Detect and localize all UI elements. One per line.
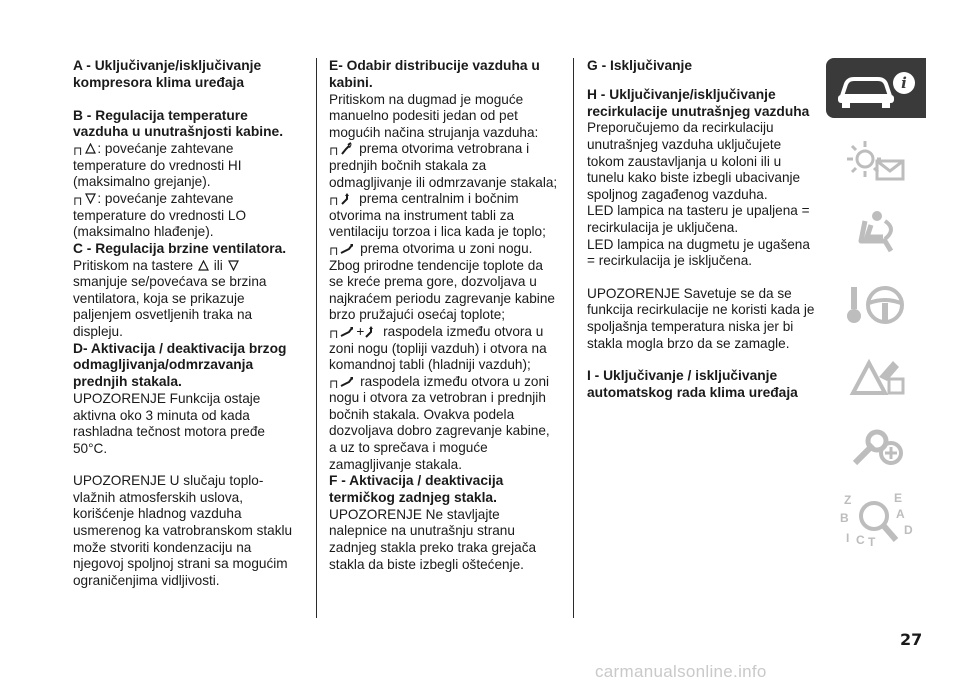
section-e-item-3 <box>329 241 560 324</box>
tab-car-info[interactable] <box>826 58 926 118</box>
section-c-text-or: ili <box>213 257 223 273</box>
section-e-item-5-text: raspodela između otvora u zoni nogu i otvora za vetrobran i prednjih bočnih stakala. Ovakva podela dozvoljava dobro zagrevanje kabine, a uz to sprečava i moguće zamagljivanje stakala. <box>329 373 550 472</box>
fan-small-icon: ⊓ <box>329 376 339 391</box>
section-g-title: G - Isključivanje <box>587 58 693 73</box>
tab-service[interactable] <box>826 418 926 478</box>
index-letter-b: B <box>840 511 849 525</box>
section-f-text: UPOZORENJE Ne stavljajte nalepnice na unutrašnju stranu zadnjeg stakla preko traka grejača stakla da biste izbegli oštećenje. <box>329 506 537 572</box>
column-1 <box>73 58 296 589</box>
triangle-down-icon <box>228 260 239 271</box>
tab-seat-airbag[interactable] <box>826 202 926 262</box>
svg-text:i: i <box>901 74 907 92</box>
index-letter-t: T <box>868 535 876 549</box>
airflow-feet-icon <box>340 326 354 340</box>
tab-index[interactable] <box>826 490 926 550</box>
section-e-item-3-text: prema otvorima u zoni nogu. Zbog prirodne tendencije toplote da se kreće prema gore, dozvoljava u najkraćem periodu zagrevanje kabine brzo pružajući osećaj toplote; <box>329 240 555 323</box>
section-e-item-4 <box>329 324 560 374</box>
section-b-line-1 <box>73 141 296 191</box>
section-d-text-1: UPOZORENJE Funkcija ostaje aktivna oko 3 minuta od kada rashladna tečnost motora pređe 50°C. <box>73 390 265 456</box>
airflow-feet-icon <box>340 376 354 390</box>
fan-small-icon: ⊓ <box>329 326 339 341</box>
section-h-text-3: LED lampica na dugmetu je ugašena = recirkulacija je isključena. <box>587 236 810 269</box>
section-c-text-2: smanjuje se/povećava se brzina ventilatora, koja se prikazuje paljenjem osvetljenih traka na displeju. <box>73 274 267 339</box>
seat-airbag-icon <box>841 207 911 257</box>
section-b-title: B - Regulacija temperature vazduha u unutrašnjosti kabine. <box>73 107 284 140</box>
section-e-item-1-text: prema otvorima vetrobrana i prednjih bočnih stakala za odmagljivanje ili odmrzavanje stakala; <box>329 141 558 190</box>
section-e-item-4-text: raspodela između otvora u zoni nogu (topliji vazduh) i otvora na komandnoj tabli (hladniji vazduh); <box>329 323 547 373</box>
index-search-icon <box>834 490 918 550</box>
section-e-item-2 <box>329 191 560 241</box>
section-b-text-1: : povećanje zahtevane temperature do vrednosti HI (maksimalno grejanje). <box>73 141 242 190</box>
fan-small-icon: ⊓ <box>73 144 83 159</box>
airflow-feet-icon <box>340 243 354 257</box>
page-number: 27 <box>900 630 923 649</box>
index-letter-a: A <box>896 507 905 521</box>
index-letter-z: Z <box>844 493 852 507</box>
column-3 <box>587 58 815 402</box>
column-2 <box>329 58 560 573</box>
section-d-text-2: UPOZORENJE U slučaju toplo-vlažnih atmosferskih uslova, korišćenje hladnog vazduha usmerenog ka vatrobranskom staklu može stvoriti kondenzaciju na njegovoj spoljnoj strani sa mogućim ograničenjima vidljivosti. <box>73 473 293 588</box>
chapter-tabs <box>826 58 926 562</box>
section-b-text-2: : povećanje zahtevane temperature do vrednosti LO (maksimalno hlađenje). <box>73 190 247 240</box>
fan-small-icon: ⊓ <box>329 144 339 159</box>
section-h-text-4: UPOZORENJE Savetuje se da se funkcija recirkulacije ne koristi kada je spoljašnja temperatura niska jer bi stakla mogla brzo da se zamagle. <box>587 285 815 351</box>
section-i-title: I - Uključivanje / isključivanje automatskog rada klima uređaja <box>587 368 798 400</box>
warning-lights-icon <box>841 135 911 185</box>
section-h-text-2: LED lampica na tasteru je upaljena = recirkulacija je uključena. <box>587 203 810 235</box>
section-e-title: E- Odabir distribucije vazduha u kabini. <box>329 58 540 90</box>
car-info-icon <box>834 66 918 110</box>
section-b-line-2 <box>73 191 296 241</box>
index-letter-d: D <box>904 523 913 537</box>
tab-key-steering[interactable] <box>826 274 926 334</box>
section-e-intro: Pritiskom na dugmad je moguće manuelno podesiti jedan od pet mogućih načina strujanja vazduha: <box>329 91 539 140</box>
column-divider-2 <box>573 58 574 618</box>
airflow-windshield-icon <box>340 142 353 157</box>
section-c-title: C - Regulacija brzine ventilatora. <box>73 240 287 256</box>
index-letter-e: E <box>894 491 903 505</box>
section-c-text <box>73 258 296 341</box>
wrench-service-icon <box>841 423 911 473</box>
section-f-title: F - Aktivacija / deaktivacija termičkog zadnjeg stakla. <box>329 473 504 506</box>
triangle-up-icon <box>85 143 96 154</box>
key-steering-icon <box>841 279 911 329</box>
section-h-text-1: Preporučujemo da recirkulaciju unutrašnjeg vazduha uključujete tokom zaustavljanja u koloni ili u tunelu kako biste izbegli ubacivanje spoljnog zagađenog vazduha. <box>587 120 801 202</box>
airflow-face-icon <box>340 192 353 207</box>
section-e-item-5 <box>329 374 560 474</box>
fan-small-icon: ⊓ <box>73 193 83 208</box>
fan-small-icon: ⊓ <box>329 194 339 209</box>
section-a-title: A - Uključivanje/isključivanje kompresora klima uređaja <box>73 58 262 90</box>
index-letter-i: I <box>846 531 850 545</box>
section-e-item-1 <box>329 141 560 191</box>
section-d-title: D- Aktivacija / deaktivacija brzog odmagljivanja/odmrzavanja prednjih stakala. <box>73 340 287 390</box>
index-letter-c: C <box>856 533 865 547</box>
fan-small-icon: ⊓ <box>329 243 339 258</box>
triangle-down-icon <box>85 193 96 204</box>
emergency-triangle-icon <box>841 351 911 401</box>
section-e-item-2-text: prema centralnim i bočnim otvorima na instrument tabli za ventilaciju torzoa i lica kada je toplo; <box>329 191 546 240</box>
watermark: carmanualsonline.info <box>595 662 767 681</box>
plus-sign: + <box>356 323 365 339</box>
tab-emergency[interactable] <box>826 346 926 406</box>
airflow-face-icon <box>364 325 377 340</box>
section-h-title: H - Uključivanje/isključivanje recirkulacije unutrašnjeg vazduha <box>587 86 810 119</box>
tab-warning-lights[interactable] <box>826 130 926 190</box>
column-divider-1 <box>316 58 317 618</box>
section-c-text-1: Pritiskom na tastere <box>73 257 194 273</box>
triangle-up-icon <box>198 260 209 271</box>
